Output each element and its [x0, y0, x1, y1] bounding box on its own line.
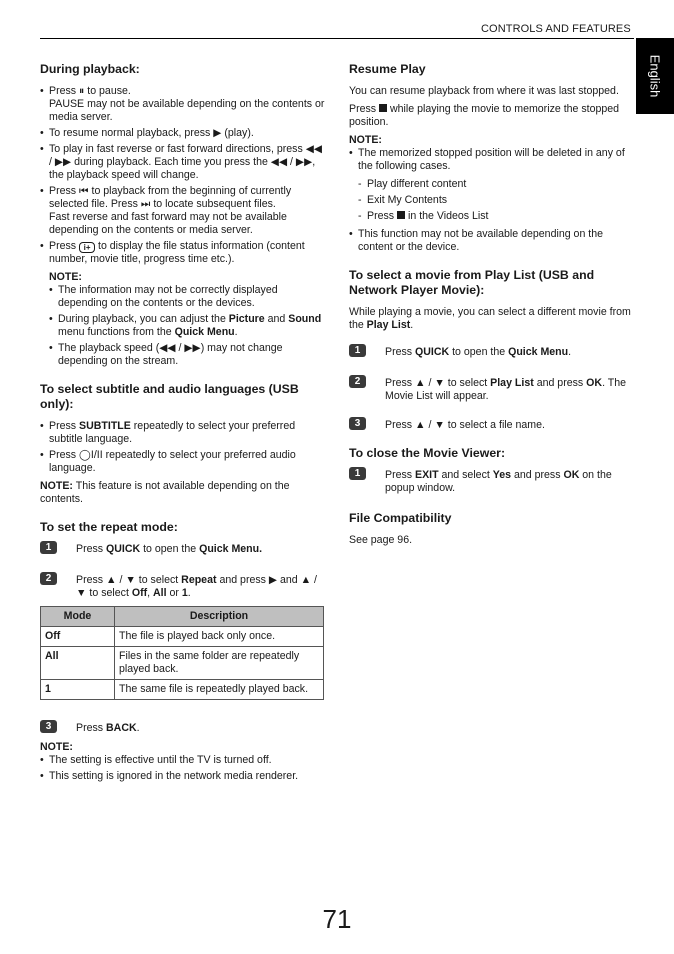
playback-list: [40, 85, 326, 266]
left-column: [40, 62, 326, 788]
playlist-heading: To select a movie from Play List (USB and Network Player Movie):: [349, 268, 595, 297]
repeat-note-list: [40, 754, 326, 783]
list-item: - Press in the Videos List: [358, 210, 635, 223]
table-row: Off The file is played back only once.: [41, 627, 324, 647]
subtitle-heading: To select subtitle and audio languages (USB only):: [40, 382, 299, 411]
step-number: 1: [40, 541, 57, 554]
list-item: • The playback speed (◀◀ / ▶▶) may not change depending on the stream.: [49, 342, 326, 368]
list-item: • The information may not be correctly displayed depending on the contents or the devices.: [49, 284, 326, 310]
table-row: All Files in the same folder are repeatedly played back.: [41, 647, 324, 680]
list-item: • The memorized stopped position will be deleted in any of the following cases.: [349, 147, 635, 173]
list-item: - Play different content: [358, 178, 635, 191]
subtitle-list: [40, 420, 326, 475]
resume-case-list: [358, 178, 635, 223]
stop-icon: [397, 211, 405, 219]
step-1: 1 Press QUICK to open the Quick Menu.: [40, 543, 326, 556]
table-row: 1 The same file is repeatedly played back.: [41, 680, 324, 700]
list-item: • Press SUBTITLE repeatedly to select your preferred subtitle language.: [40, 420, 326, 446]
step-1: 1 Press QUICK to open the Quick Menu.: [349, 346, 635, 359]
table-header: Mode: [41, 607, 115, 627]
compat-heading: File Compatibility: [349, 511, 452, 525]
list-item: • Press ◯I/II repeatedly to select your preferred audio language.: [40, 449, 326, 475]
step-2: 2 Press ▲ / ▼ to select Repeat and press ▶ and ▲ / ▼ to select Off, All or 1.: [40, 574, 326, 600]
info-button-icon: i+: [79, 242, 95, 253]
list-item: - Exit My Contents: [358, 194, 635, 207]
list-item: • This function may not be available depending on the content or the device.: [349, 228, 635, 254]
step-3: 3 Press BACK.: [40, 722, 326, 735]
step-number: 2: [40, 572, 57, 585]
note-label: NOTE:: [49, 271, 82, 283]
close-heading: To close the Movie Viewer:: [349, 446, 506, 460]
repeat-heading: To set the repeat mode:: [40, 520, 178, 534]
page-number: 71: [322, 904, 352, 934]
header-rule: [40, 38, 634, 39]
note-label: NOTE:: [349, 134, 382, 146]
running-header: CONTROLS AND FEATURES: [481, 23, 631, 35]
list-item: • Press i+ to display the file status information (content number, movie title, progress time etc.).: [40, 240, 326, 266]
playback-heading: During playback:: [40, 62, 140, 76]
step-2: 2 Press ▲ / ▼ to select Play List and press OK. The Movie List will appear.: [349, 377, 635, 403]
playback-note: [40, 271, 326, 368]
list-item: • This setting is ignored in the network media renderer.: [40, 770, 326, 783]
resume-heading: Resume Play: [349, 62, 426, 76]
language-tab-label: English: [647, 54, 663, 98]
resume-text: You can resume playback from where it was last stopped.: [349, 85, 619, 97]
step-number: 1: [349, 344, 366, 357]
step-number: 1: [349, 467, 366, 480]
playlist-text: While playing a movie, you can select a different movie from the Play List.: [349, 306, 631, 331]
step-number: 2: [349, 375, 366, 388]
right-column: [349, 62, 635, 552]
subtitle-note: NOTE: This feature is not available depending on the contents.: [40, 480, 290, 505]
repeat-mode-table: [40, 606, 324, 700]
list-item: • Press ⏮ to playback from the beginning of currently selected file. Press ⏭ to locate subsequent files. Fast reverse and fast forward may not be available depending on the contents or media server.: [40, 185, 326, 237]
step-number: 3: [40, 720, 57, 733]
list-item: • To play in fast reverse or fast forward directions, press ◀◀ / ▶▶ during playback. Each time you press the ◀◀ / ▶▶, the playback speed will change.: [40, 143, 326, 182]
step-number: 3: [349, 417, 366, 430]
compat-text: See page 96.: [349, 534, 413, 546]
list-item: • The setting is effective until the TV is turned off.: [40, 754, 326, 767]
resume-note-list: [349, 147, 635, 173]
list-item: • To resume normal playback, press ▶ (play).: [40, 127, 326, 140]
list-item: • During playback, you can adjust the Picture and Sound menu functions from the Quick Menu.: [49, 313, 326, 339]
table-header: Description: [115, 607, 324, 627]
note-label: NOTE:: [40, 741, 73, 753]
stop-icon: [379, 104, 387, 112]
step-1: 1 Press EXIT and select Yes and press OK on the popup window.: [349, 469, 635, 495]
resume-text: Press while playing the movie to memorize the stopped position.: [349, 103, 620, 128]
list-item: • Press ⏸ to pause. PAUSE may not be available depending on the contents or media server.: [40, 85, 326, 124]
language-tab: [636, 38, 674, 114]
step-3: 3 Press ▲ / ▼ to select a file name.: [349, 419, 635, 432]
